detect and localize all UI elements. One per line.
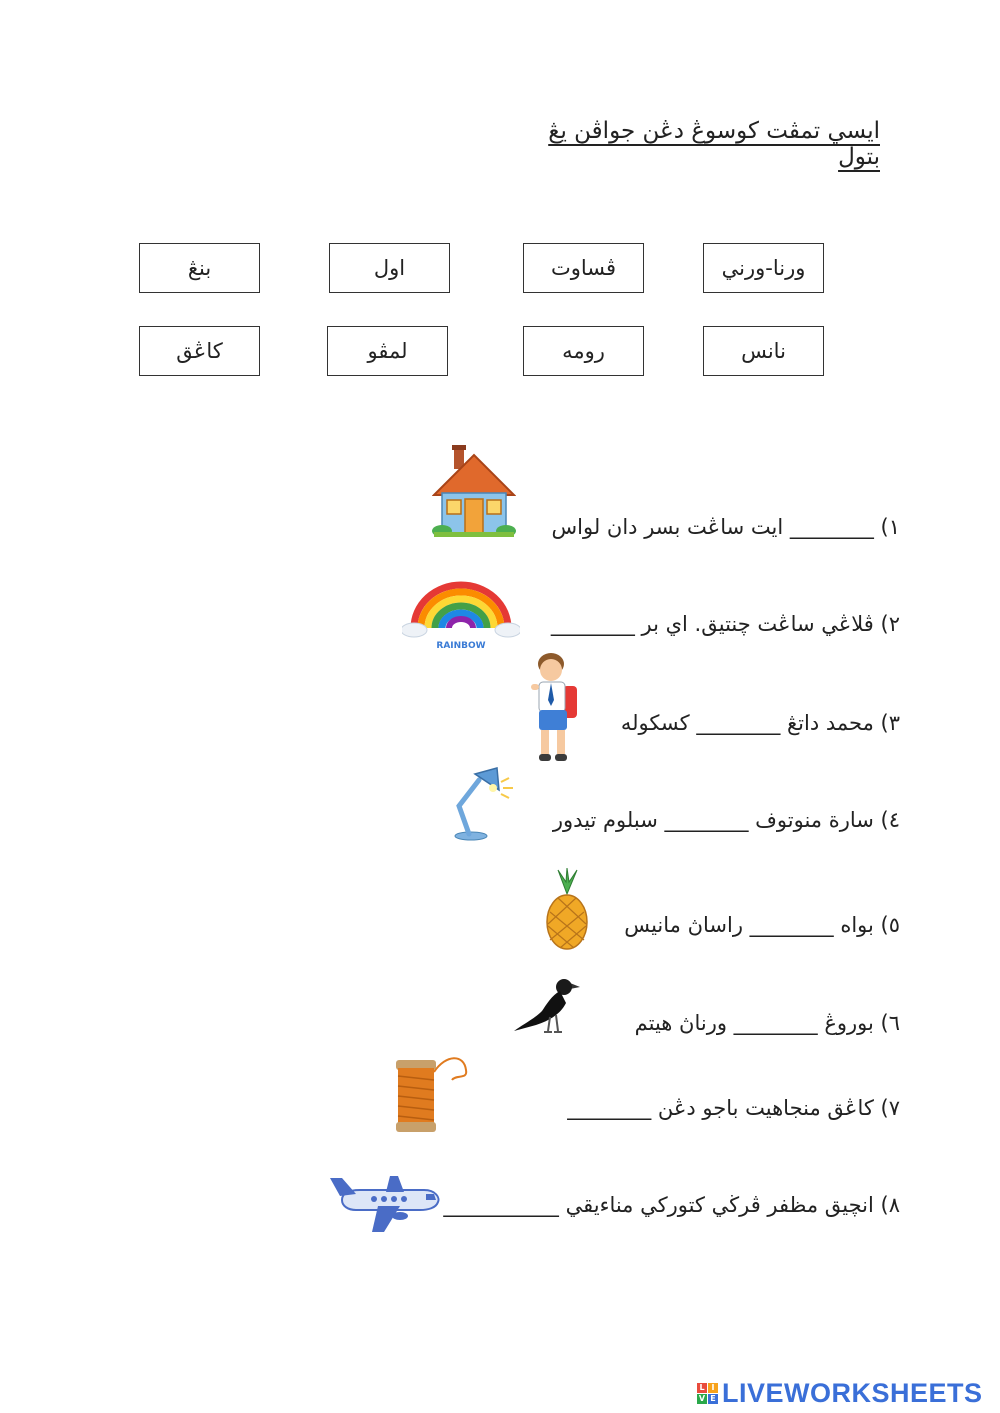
brand-logo-tile: L — [697, 1383, 707, 1393]
word-bank-box: ورنا-ورني — [703, 243, 824, 293]
word-bank-box: ڤساوت — [523, 243, 644, 293]
question-7: ٧) كاڠق منجاهيت باجو دڠن ________ — [567, 1096, 900, 1120]
word-bank-box: نانس — [703, 326, 824, 376]
liveworksheets-brand — [697, 1378, 983, 1409]
crow-icon — [512, 975, 582, 1039]
word-bank-box: اول — [329, 243, 450, 293]
airplane-icon — [328, 1170, 442, 1234]
house-icon — [432, 443, 516, 539]
schoolboy-icon — [527, 650, 581, 766]
question-6: ٦) بوروڠ ________ ورناڽ هيتم — [634, 1011, 900, 1035]
pineapple-icon — [544, 868, 590, 950]
word-bank-box: كاڠق — [139, 326, 260, 376]
question-3: ٣) محمد داتڠ ________ كسكوله — [620, 711, 900, 735]
question-5: ٥) بواه ________ راساڽ مانيس — [624, 913, 900, 937]
thread-spool-icon — [390, 1050, 472, 1136]
brand-logo — [697, 1383, 718, 1404]
brand-name: LIVEWORKSHEETS — [722, 1378, 983, 1408]
question-1: ١) ________ ايت ساڠت بسر دان لواس — [551, 515, 900, 539]
rainbow-icon — [402, 578, 520, 652]
desk-lamp-icon — [447, 762, 517, 842]
brand-logo-tile: I — [708, 1383, 718, 1393]
brand-logo-tile: E — [708, 1394, 718, 1404]
brand-logo-tile: V — [698, 1394, 706, 1403]
rainbow-label: RAINBOW — [436, 641, 486, 651]
question-8: ٨) انچيق مظفر ڤرڬي كتوركي مناءيقي ___________ — [443, 1193, 900, 1217]
word-bank-box: لمڤو — [327, 326, 448, 376]
word-bank-box: بنڠ — [139, 243, 260, 293]
question-2: ٢) ڤلاڠي ساڠت چنتيق. اي بر ________ — [550, 612, 900, 636]
worksheet-instruction: ايسي تمڤت كوسوڠ دڠن جواڤن يڠ بتول — [548, 118, 880, 170]
question-4: ٤) سارة منوتوف ________ سبلوم تيدور — [552, 808, 900, 832]
word-bank-box: رومه — [523, 326, 644, 376]
